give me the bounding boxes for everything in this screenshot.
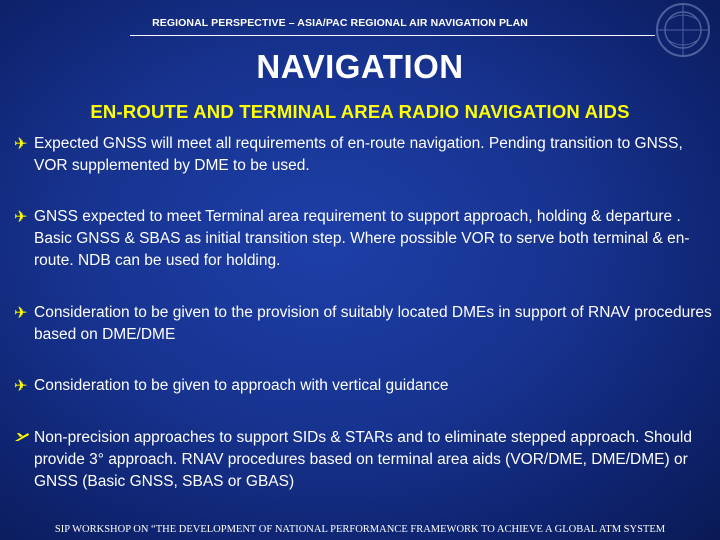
bullet-text: Consideration to be given to the provision of suitably located DMEs in support of RNAV procedures based on DME/DME — [34, 304, 712, 343]
airplane-icon: ✈ — [14, 305, 28, 322]
bullet-text: GNSS expected to meet Terminal area requirement to support approach, holding & departure . Basic GNSS & SBAS as initial transition step. Where possible VOR to serve both terminal & en-route. NDB can be used for holding. — [34, 208, 690, 269]
airplane-icon: ✈ — [14, 209, 28, 226]
airplane-icon: ✈ — [14, 378, 28, 395]
bullet-text: Non-precision approaches to support SIDs & STARs and to eliminate stepped approach. Should provide 3° approach. RNAV procedures based on terminal area aids (VOR/DME, DME/DME) or GNSS (Basic GNSS, SBAS or GBAS) — [34, 429, 692, 490]
bullet-item — [14, 302, 714, 346]
bullet-text: Expected GNSS will meet all requirements of en-route navigation. Pending transition to GNSS, VOR supplemented by DME to be used. — [34, 135, 683, 174]
jet-icon — [14, 428, 32, 448]
header-divider — [130, 35, 655, 36]
bullet-item — [14, 375, 714, 397]
slide-title: NAVIGATION — [256, 48, 464, 85]
slide-footer: SIP WORKSHOP ON “THE DEVELOPMENT OF NATIONAL PERFORMANCE FRAMEWORK TO ACHIEVE A GLOBAL ATM SYSTEM — [54, 524, 666, 535]
bullet-item — [14, 206, 714, 272]
slide-header: REGIONAL PERSPECTIVE – ASIA/PAC REGIONAL AIR NAVIGATION PLAN — [152, 17, 528, 29]
bullet-item — [14, 427, 714, 493]
bullet-text: Consideration to be given to approach with vertical guidance — [34, 377, 449, 394]
airplane-icon: ✈ — [14, 136, 28, 153]
slide-subtitle: EN-ROUTE AND TERMINAL AREA RADIO NAVIGATION AIDS — [90, 101, 630, 122]
bullet-item — [14, 133, 714, 177]
